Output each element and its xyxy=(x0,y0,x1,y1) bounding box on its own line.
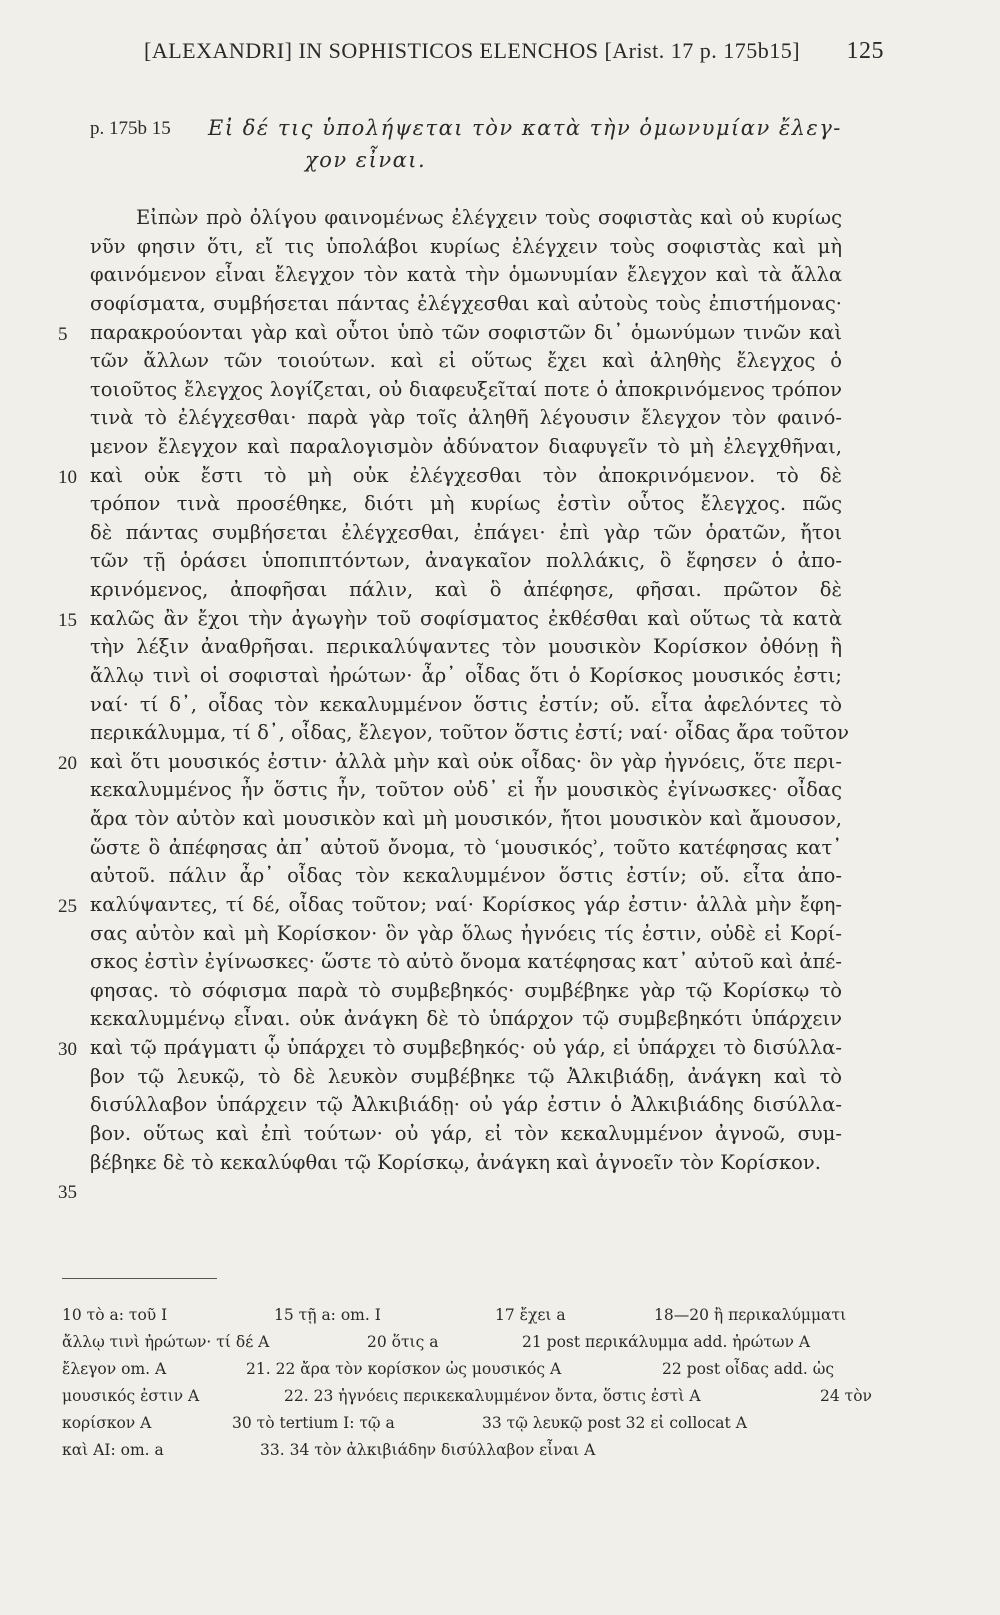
apparatus-note: 21. 22 ἄρα τὸν κορίσκον ὡς μουσικός A xyxy=(246,1360,562,1378)
text-line: αὐτοῦ. πάλιν ἆρ᾽ οἶδας τὸν κεκαλυμμένον ὅστις ἐστίν; οὔ. εἶτα ἀπο- xyxy=(90,864,842,888)
text-line: φαινόμενον εἶναι ἔλεγχον τὸν κατὰ τὴν ὁμωνυμίαν ἔλεγχον καὶ τὰ ἄλλα xyxy=(90,263,842,287)
apparatus-note: 15 τῇ a: om. I xyxy=(274,1306,381,1324)
apparatus-note: 30 τὸ tertium I: τῷ a xyxy=(232,1414,395,1432)
text-line: τῶν τῇ ὁράσει ὑποπιπτόντων, ἀναγκαῖον πολλάκις, ὃ ἔφησεν ὁ ἀπο- xyxy=(90,549,842,573)
apparatus-note: 33. 34 τὸν ἀλκιβιάδην δισύλλαβον εἶναι A xyxy=(260,1441,596,1459)
apparatus-note: 33 τῷ λευκῷ post 32 εἰ collocat A xyxy=(482,1414,747,1432)
apparatus-note: 18—20 ἢ περικαλύμματι xyxy=(654,1306,847,1324)
apparatus-note: ἄλλῳ τινὶ ἠρώτων· τί δέ A xyxy=(62,1333,270,1351)
text-line: σοφίσματα, συμβήσεται πάντας ἐλέγχεσθαι καὶ αὐτοὺς τοὺς ἐπιστήμονας· xyxy=(90,291,842,315)
text-line: βον τῷ λευκῷ, τὸ δὲ λευκὸν συμβέβηκε τῷ Ἀλκιβιάδῃ, ἀνάγκη καὶ τὸ xyxy=(90,1064,842,1088)
apparatus-note: κορίσκον A xyxy=(62,1414,152,1432)
text-line: καὶ τῷ πράγματι ᾧ ὑπάρχει τὸ συμβεβηκός· οὐ γάρ, εἰ ὑπάρχει τὸ δισύλλα- xyxy=(90,1036,842,1059)
text-line: δὲ πάντας συμβήσεται ἐλέγχεσθαι, ἐπάγει· ἐπὶ γὰρ τῶν ὁρατῶν, ἤτοι xyxy=(90,520,842,544)
text-line: τινὰ τὸ ἐλέγχεσθαι· παρὰ γὰρ τοῖς ἀληθῆ λέγουσιν ἔλεγχον τὸν φαινό- xyxy=(90,406,842,430)
apparatus-note: 21 post περικάλυμμα add. ἠρώτων A xyxy=(522,1333,811,1351)
line-number: 20 xyxy=(58,752,77,774)
text-line: μενον ἔλεγχον καὶ παραλογισμὸν ἀδύνατον διαφυγεῖν τὸ μὴ ἐλεγχθῆναι, xyxy=(90,435,842,458)
text-line: περικάλυμμα, τί δ᾽, οἶδας, ἔλεγον, τοῦτον ὅστις ἐστί; ναί· οἶδας ἄρα τοῦτον xyxy=(90,721,849,745)
line-number: 5 xyxy=(58,323,68,345)
text-line: δισύλλαβον ὑπάρχειν τῷ Ἀλκιβιάδῃ· οὐ γάρ ἐστιν ὁ Ἀλκιβιάδης δισύλλα- xyxy=(90,1093,842,1117)
line-number: 35 xyxy=(58,1182,77,1204)
lemma-line-2: χον εἶναι. xyxy=(305,148,427,172)
apparatus-note: μουσικός ἐστιν A xyxy=(62,1387,200,1405)
apparatus-note: 10 τὸ a: τοῦ I xyxy=(62,1306,168,1324)
apparatus-note: 24 τὸν xyxy=(820,1387,872,1405)
text-line: ἄλλῳ τινὶ οἱ σοφισταὶ ἠρώτων· ἆρ᾽ οἶδας ὅτι ὁ Κορίσκος μουσικός ἐστι; xyxy=(90,663,842,687)
apparatus-note: καὶ AI: om. a xyxy=(62,1441,164,1459)
lemma-line-1: Εἰ δέ τις ὑπολήψεται τὸν κατὰ τὴν ὁμωνυμίαν ἔλεγ- xyxy=(208,116,842,140)
running-head xyxy=(144,38,884,64)
page-number: 125 xyxy=(846,38,884,64)
text-line: τῶν ἄλλων τῶν τοιούτων. καὶ εἰ οὕτως ἔχει καὶ ἀληθὴς ἔλεγχος ὁ xyxy=(90,349,842,373)
text-line: καὶ οὐκ ἔστι τὸ μὴ οὐκ ἐλέγχεσθαι τὸν ἀποκρινόμενον. τὸ δὲ xyxy=(90,463,842,487)
text-line: βέβηκε δὲ τὸ κεκαλύφθαι τῷ Κορίσκῳ, ἀνάγκη καὶ ἀγνοεῖν τὸν Κορίσκον. xyxy=(90,1150,821,1174)
text-line: ὥστε ὃ ἀπέφησας ἀπ᾽ αὐτοῦ ὄνομα, τὸ ʿμουσικόςʾ, τοῦτο κατέφησας κατ᾽ xyxy=(90,835,842,859)
text-line: σας αὐτὸν καὶ μὴ Κορίσκον· ὃν γὰρ ὅλως ἠγνόεις τίς ἐστιν, οὐδὲ εἰ Κορί- xyxy=(90,921,842,945)
text-line: σκος ἐστὶν ἐγίνωσκες· ὥστε τὸ αὐτὸ ὄνομα κατέφησας κατ᾽ αὐτοῦ καὶ ἀπέ- xyxy=(90,950,842,974)
text-line: νῦν φησιν ὅτι, εἴ τις ὑπολάβοι κυρίως ἐλέγχειν τοὺς σοφιστὰς καὶ μὴ xyxy=(90,234,842,258)
apparatus-note: 20 ὅτις a xyxy=(367,1333,439,1351)
text-line: καλῶς ἂν ἔχοι τὴν ἀγωγὴν τοῦ σοφίσματος ἐκθέσθαι καὶ οὕτως τὰ κατὰ xyxy=(90,606,842,630)
lemma-reference: p. 175b 15 xyxy=(90,118,171,139)
text-line: κεκαλυμμένῳ εἶναι. οὐκ ἀνάγκη δὲ τὸ ὑπάρχον τῷ συμβεβηκότι ὑπάρχειν xyxy=(90,1007,842,1031)
text-line: καὶ ὅτι μουσικός ἐστιν· ἀλλὰ μὴν καὶ οὐκ οἶδας· ὃν γὰρ ἠγνόεις, ὅτε περι- xyxy=(90,749,842,773)
line-number: 15 xyxy=(58,609,77,631)
text-line: τοιοῦτος ἔλεγχος λογίζεται, οὐ διαφευξεῖταί ποτε ὁ ἀποκρινόμενος τρόπον xyxy=(90,377,842,401)
apparatus-note: ἔλεγον om. A xyxy=(62,1360,167,1378)
text-line: τὴν λέξιν ἀναθρῆσαι. περικαλύψαντες τὸν μουσικὸν Κορίσκον ὀθόνῃ ἢ xyxy=(90,635,842,659)
apparatus-note: 22. 23 ἠγνόεις περικεκαλυμμένον ὄντα, ὅστις ἐστὶ A xyxy=(284,1387,701,1405)
line-number: 25 xyxy=(58,895,77,917)
text-line: τρόπον τινὰ προσέθηκε, διότι μὴ κυρίως ἐστὶν οὗτος ἔλεγχος. πῶς xyxy=(90,492,842,516)
apparatus-note: 22 post οἶδας add. ὡς xyxy=(662,1360,835,1378)
text-line: ναί· τί δ᾽, οἶδας τὸν κεκαλυμμένον ὅστις ἐστίν; οὔ. εἶτα ἀφελόντες τὸ xyxy=(90,692,842,716)
text-line: κρινόμενος, ἀποφῆσαι πάλιν, καὶ ὃ ἀπέφησε, φῆσαι. πρῶτον δὲ xyxy=(90,578,842,602)
text-line: φησας. τὸ σόφισμα παρὰ τὸ συμβεβηκός· συμβέβηκε γὰρ τῷ Κορίσκῳ τὸ xyxy=(90,978,842,1002)
text-line: κεκαλυμμένος ἦν ὅστις ἦν, τοῦτον οὐδ᾽ εἰ ἦν μουσικὸς ἐγίνωσκες· οἶδας xyxy=(90,778,842,802)
text-line: βον. οὕτως καὶ ἐπὶ τούτων· οὐ γάρ, εἰ τὸν κεκαλυμμένον ἀγνοῶ, συμ- xyxy=(90,1121,842,1145)
text-line: ἄρα τὸν αὐτὸν καὶ μουσικὸν καὶ μὴ μουσικόν, ἤτοι μουσικὸν καὶ ἄμουσον, xyxy=(90,807,842,830)
line-number: 30 xyxy=(58,1039,77,1060)
text-line: παρακρούονται γὰρ καὶ οὗτοι ὑπὸ τῶν σοφιστῶν δι᾽ ὁμωνύμων τινῶν καὶ xyxy=(90,320,842,344)
apparatus-rule xyxy=(62,1278,217,1279)
apparatus-note: 17 ἔχει a xyxy=(495,1306,566,1324)
line-number: 10 xyxy=(58,466,77,488)
text-line: Εἰπὼν πρὸ ὀλίγου φαινομένως ἐλέγχειν τοὺς σοφιστὰς καὶ οὐ κυρίως xyxy=(136,206,842,229)
text-line: καλύψαντες, τί δέ, οἶδας τοῦτον; ναί· Κορίσκος γάρ ἐστιν· ἀλλὰ μὴν ἔφη- xyxy=(90,892,842,916)
running-title: [ALEXANDRI] IN SOPHISTICOS ELENCHOS [Arist. 17 p. 175b15] xyxy=(144,38,801,63)
